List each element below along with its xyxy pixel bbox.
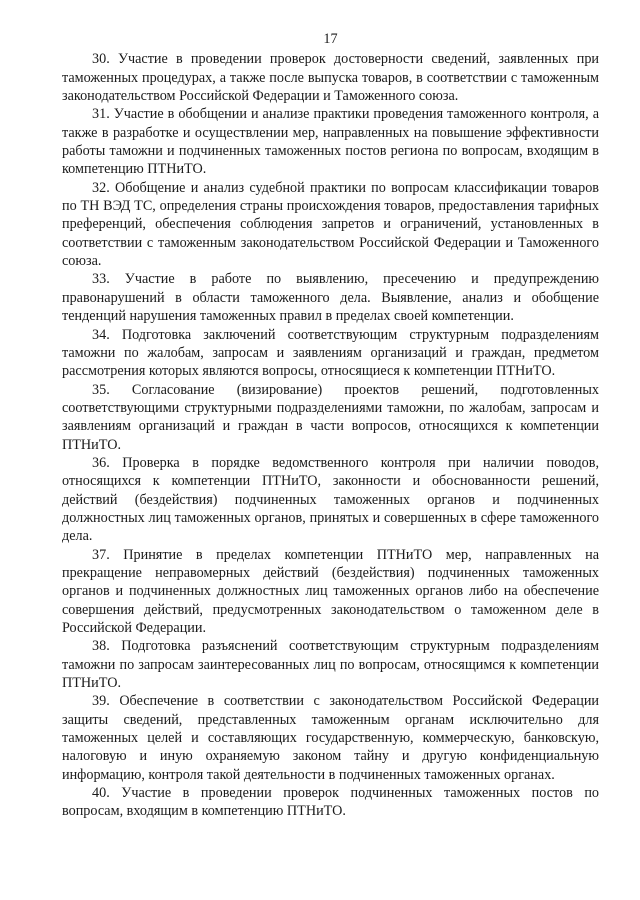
document-page <box>62 30 599 821</box>
paragraph-number: 40. <box>92 785 110 802</box>
paragraph-number: 36. <box>92 454 110 471</box>
paragraph-30 <box>62 50 599 105</box>
paragraph-text: Проверка в порядке ведомственного контроля при наличии поводов, относящихся к компетенции ПТНиТО, законности и обоснованности решений, действий (бездействия) подчиненных таможенных органов и подчиненных должностных лиц таможенных органов, принятых и совершенных в сфере таможенного дела. <box>62 454 600 545</box>
paragraph-38 <box>62 637 599 692</box>
paragraph-33 <box>62 270 599 325</box>
paragraph-number: 38. <box>92 638 110 655</box>
paragraph-number: 32. <box>92 179 110 196</box>
paragraph-text: Участие в проведении проверок достоверности сведений, заявленных при таможенных процедурах, а также после выпуска товаров, в соответствии с таможенным законодательством Российской Федерации и Таможенного союза. <box>62 51 600 105</box>
paragraph-35 <box>62 381 599 454</box>
paragraph-text: Подготовка разъяснений соответствующим структурным подразделениям таможни по запросам заинтересованных лиц по вопросам, относящимся к компетенции ПТНиТО. <box>62 638 600 692</box>
paragraph-39 <box>62 692 599 784</box>
paragraph-37 <box>62 546 599 638</box>
paragraph-32 <box>62 179 599 271</box>
paragraph-40 <box>62 784 599 821</box>
paragraph-text: Принятие в пределах компетенции ПТНиТО мер, направленных на прекращение неправомерных действий (бездействия) подчиненных таможенных органов и подчиненных должностных лиц таможенных органов либо на обеспечение совершения действий, предусмотренных законодательством о таможенном деле в Российской Федерации. <box>62 546 599 636</box>
paragraph-number: 34. <box>92 326 110 343</box>
paragraph-text: Участие в работе по выявлению, пресечению и предупреждению правонарушений в области таможенного дела. Выявление, анализ и обобщение тенденций нарушения таможенных правил в пределах своей компетенции. <box>62 271 600 325</box>
paragraph-number: 33. <box>92 271 110 288</box>
paragraph-text: Согласование (визирование) проектов решений, подготовленных соответствующими структурными подразделениями таможни, по жалобам, запросам и заявлениям организаций и граждан в части вопросов, относящихся к компетенции ПТНиТО. <box>62 381 599 453</box>
paragraph-text: Обобщение и анализ судебной практики по вопросам классификации товаров по ТН ВЭД ТС, определения страны происхождения товаров, предоставления тарифных преференций, обеспечения соблюдения запретов и ограничений, установленных в соответствии с таможенным законодательством Российской Федерации и Таможенного союза. <box>62 179 599 270</box>
paragraph-31 <box>62 105 599 178</box>
paragraph-text: Подготовка заключений соответствующим структурным подразделениям таможни по жалобам, запросам и заявлениям организаций и граждан, предметом рассмотрения которых являются вопросы, относящиеся к компетенции ПТНиТО. <box>62 326 600 380</box>
paragraph-text: Обеспечение в соответствии с законодательством Российской Федерации защиты сведений, представленных таможенным органам исключительно для таможенных целей и составляющих государственную, коммерческую, банковскую, налоговую и иную охраняемую законом тайну и другую конфиденциальную информацию, контроля такой деятельности в подчиненных таможенных органах. <box>62 693 599 783</box>
paragraph-text: Участие в обобщении и анализе практики проведения таможенного контроля, а также в разработке и осуществлении мер, направленных на повышение эффективности работы таможни и подчиненных таможенных постов региона по вопросам, входящим в компетенцию ПТНиТО. <box>62 106 600 178</box>
paragraph-number: 30. <box>92 51 110 68</box>
paragraph-number: 39. <box>92 693 110 710</box>
paragraph-34 <box>62 326 599 381</box>
paragraph-number: 37. <box>92 546 110 563</box>
paragraph-text: Участие в проведении проверок подчиненных таможенных постов по вопросам, входящим в компетенцию ПТНиТО. <box>62 785 600 820</box>
paragraph-number: 31. <box>92 106 110 123</box>
paragraph-36 <box>62 454 599 546</box>
page-number: 17 <box>323 31 338 47</box>
paragraph-number: 35. <box>92 381 110 398</box>
